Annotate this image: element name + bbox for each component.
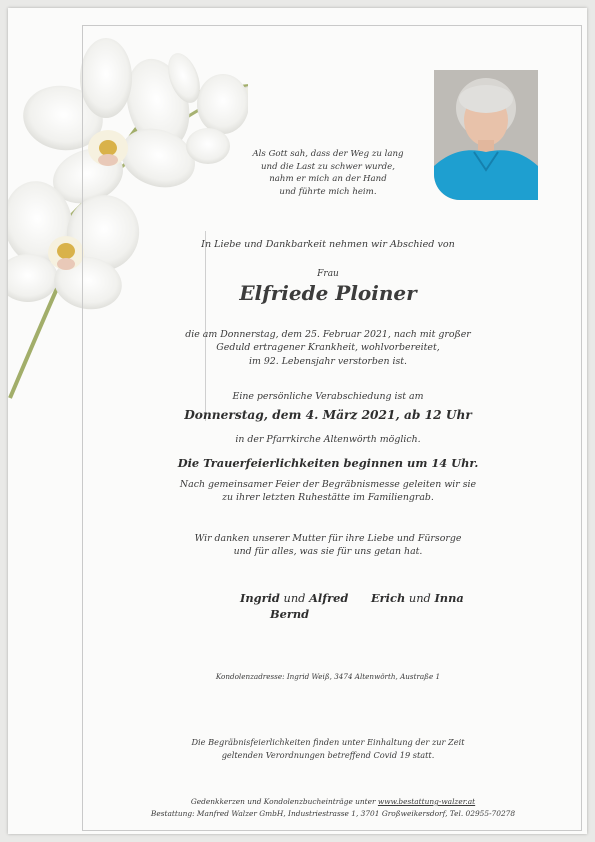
thanks-text	[158, 532, 498, 559]
mourner-name: Erich	[371, 591, 406, 605]
covid-line: Die Begräbnisfeierlichkeiten finden unter Einhaltung der zur Zeit	[191, 737, 465, 747]
poem-line: und die Last zu schwer wurde,	[261, 161, 395, 172]
intro-text: In Liebe und Dankbarkeit nehmen wir Abschied von	[201, 239, 455, 250]
mourner-and: und	[283, 591, 306, 605]
mourner-pair-2	[371, 591, 464, 606]
mourner-name: Bernd	[270, 607, 310, 621]
mourner-name: Ingrid	[240, 591, 280, 605]
death-notice-line: die am Donnerstag, dem 25. Februar 2021, nach mit großer	[185, 329, 471, 340]
death-notice-line: im 92. Lebensjahr verstorben ist.	[248, 355, 408, 367]
website-link[interactable]: www.bestattung-walzer.at	[377, 797, 476, 806]
farewell-place: in der Pfarrkirche Altenwörth möglich.	[235, 434, 421, 445]
covid-line: geltenden Verordnungen betreffend Covid 19 statt.	[221, 750, 435, 760]
covid-notice	[158, 736, 498, 762]
mass-line: Nach gemeinsamer Feier der Begräbnismesse geleiten wir sie	[179, 479, 477, 490]
footer-line-2: Bestattung: Manfred Walzer GmbH, Industriestrasse 1, 3701 Großweikersdorf, Tel. 02955-70278	[150, 809, 516, 818]
poem-line: nahm er mich an der Hand	[269, 174, 387, 184]
ceremony-time: Die Trauerfeierlichkeiten beginnen um 14 Uhr.	[177, 456, 479, 470]
portrait-photo	[434, 70, 538, 200]
mourner-and: und	[408, 591, 431, 605]
footer-line-1	[98, 796, 568, 808]
mass-text	[158, 478, 498, 505]
farewell-date: Donnerstag, dem 4. März 2021, ab 12 Uhr	[184, 408, 472, 422]
mourner-pair-1	[240, 591, 348, 606]
thanks-line: Wir danken unserer Mutter für ihre Liebe und Fürsorge	[194, 533, 462, 544]
mourner-name: Alfred	[309, 591, 349, 605]
condolence-address: Kondolenzadresse: Ingrid Weiß, 3474 Altenwörth, Austraße 1	[215, 672, 441, 681]
poem	[228, 148, 428, 198]
death-notice-line: Geduld ertragener Krankheit, wohlvorbereitet,	[216, 342, 440, 354]
death-notice	[158, 328, 498, 368]
mass-line: zu ihrer letzten Ruhestätte im Familiengrab.	[222, 492, 434, 504]
thanks-line: und für alles, was sie für uns getan hat.	[233, 546, 423, 558]
mourners	[158, 591, 498, 623]
salutation: Frau	[317, 269, 339, 279]
poem-line: Als Gott sah, dass der Weg zu lang	[252, 149, 404, 159]
obituary-card	[8, 8, 587, 834]
mourner-name: Inna	[434, 591, 464, 605]
poem-line: und führte mich heim.	[279, 186, 377, 197]
farewell-intro: Eine persönliche Verabschiedung ist am	[232, 391, 424, 402]
deceased-name: Elfriede Ploiner	[239, 281, 417, 305]
footer	[98, 796, 568, 820]
footer-text: Gedenkkerzen und Kondolenzbucheinträge unter	[190, 797, 376, 806]
